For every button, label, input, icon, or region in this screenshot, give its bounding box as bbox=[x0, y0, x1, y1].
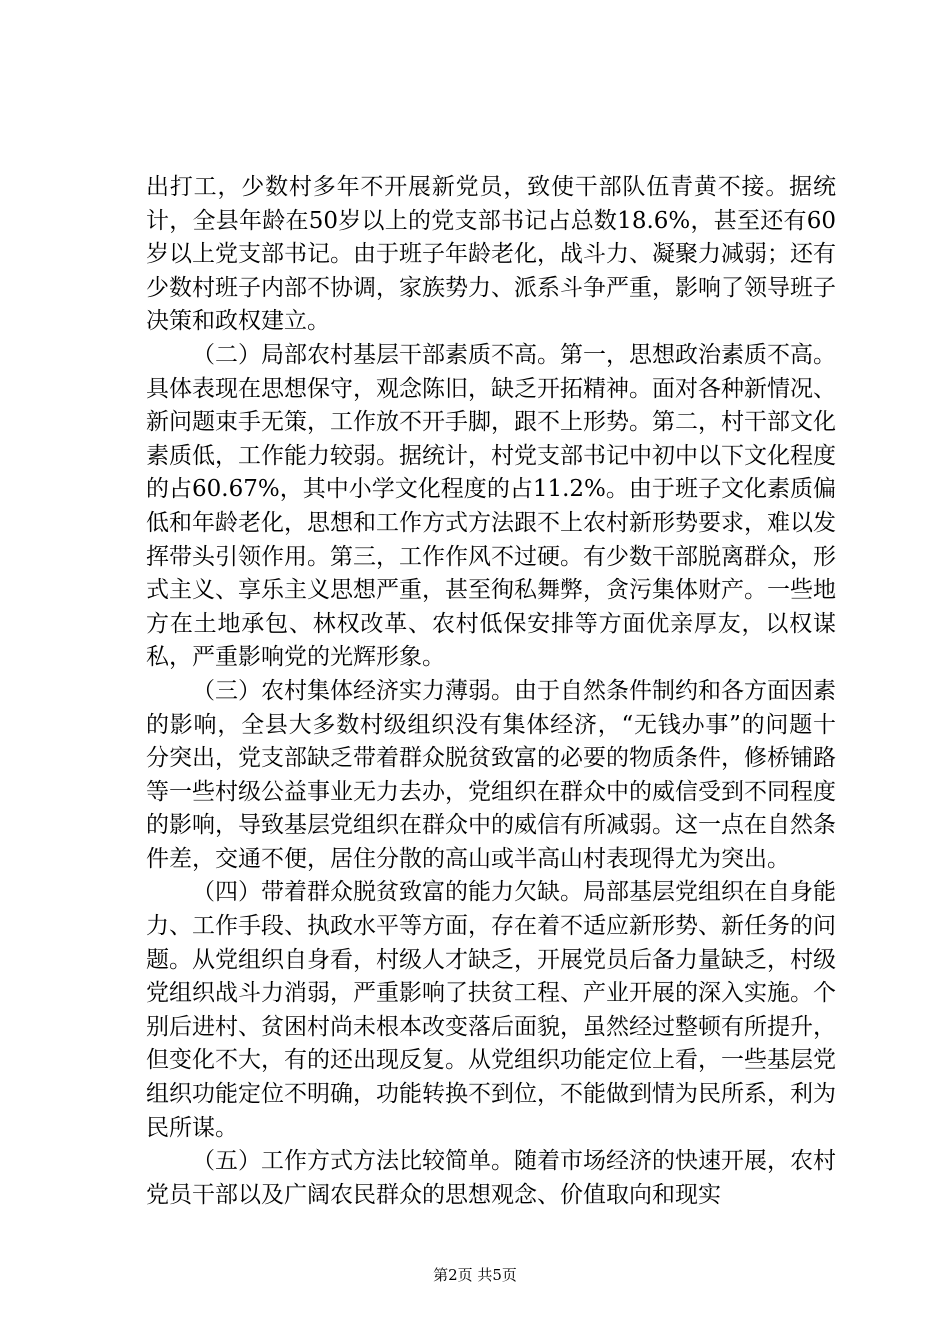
page-number-footer: 第2页 共5页 bbox=[433, 1266, 517, 1284]
paragraph-continuation: 出打工，少数村多年不开展新党员，致使干部队伍青黄不接。据统计，全县年龄在50岁以上的党支部书记占总数18.6%，甚至还有60岁以上党支部书记。由于班子年龄老化，战斗力、凝聚力减弱；还有少数村班子内部不协调，家族势力、派系斗争严重，影响了领导班子决策和政权建立。 bbox=[146, 174, 836, 335]
paragraph-section-4: （四）带着群众脱贫致富的能力欠缺。局部基层党组织在自身能力、工作手段、执政水平等方面，存在着不适应新形势、新任务的问题。从党组织自身看，村级人才缺乏，开展党员后备力量缺乏，村级党组织战斗力消弱，严重影响了扶贫工程、产业开展的深入实施。个别后进村、贫困村尚未根本改变落后面貌，虽然经过整顿有所提升，但变化不大，有的还出现反复。从党组织功能定位上看，一些基层党组织功能定位不明确，功能转换不到位，不能做到情为民所系，利为民所谋。 bbox=[146, 879, 836, 1141]
paragraph-section-3: （三）农村集体经济实力薄弱。由于自然条件制约和各方面因素的影响，全县大多数村级组织没有集体经济，“无钱办事”的问题十分突出，党支部缺乏带着群众脱贫致富的必要的物质条件，修桥铺路等一些村级公益事业无力去办，党组织在群众中的威信受到不同程度的影响，导致基层党组织在群众中的威信有所减弱。这一点在自然条件差，交通不便，居住分散的高山或半高山村表现得尤为突出。 bbox=[146, 677, 836, 872]
document-body bbox=[146, 171, 836, 1212]
paragraph-section-5: （五）工作方式方法比较简单。随着市场经济的快速开展，农村党员干部以及广阔农民群众的思想观念、价值取向和现实 bbox=[146, 1148, 836, 1208]
paragraph-section-2: （二）局部农村基层干部素质不高。第一，思想政治素质不高。具体表现在思想保守，观念陈旧，缺乏开拓精神。面对各种新情况、新问题束手无策，工作放不开手脚，跟不上形势。第二，村干部文化素质低，工作能力较弱。据统计，村党支部书记中初中以下文化程度的占60.67%，其中小学文化程度的占11.2%。由于班子文化素质偏低和年龄老化，思想和工作方式方法跟不上农村新形势要求，难以发挥带头引领作用。第三，工作作风不过硬。有少数干部脱离群众，形式主义、享乐主义思想严重，甚至徇私舞弊，贪污集体财产。一些地方在土地承包、林权改革、农村低保安排等方面优亲厚友，以权谋私，严重影响党的光辉形象。 bbox=[146, 341, 836, 671]
